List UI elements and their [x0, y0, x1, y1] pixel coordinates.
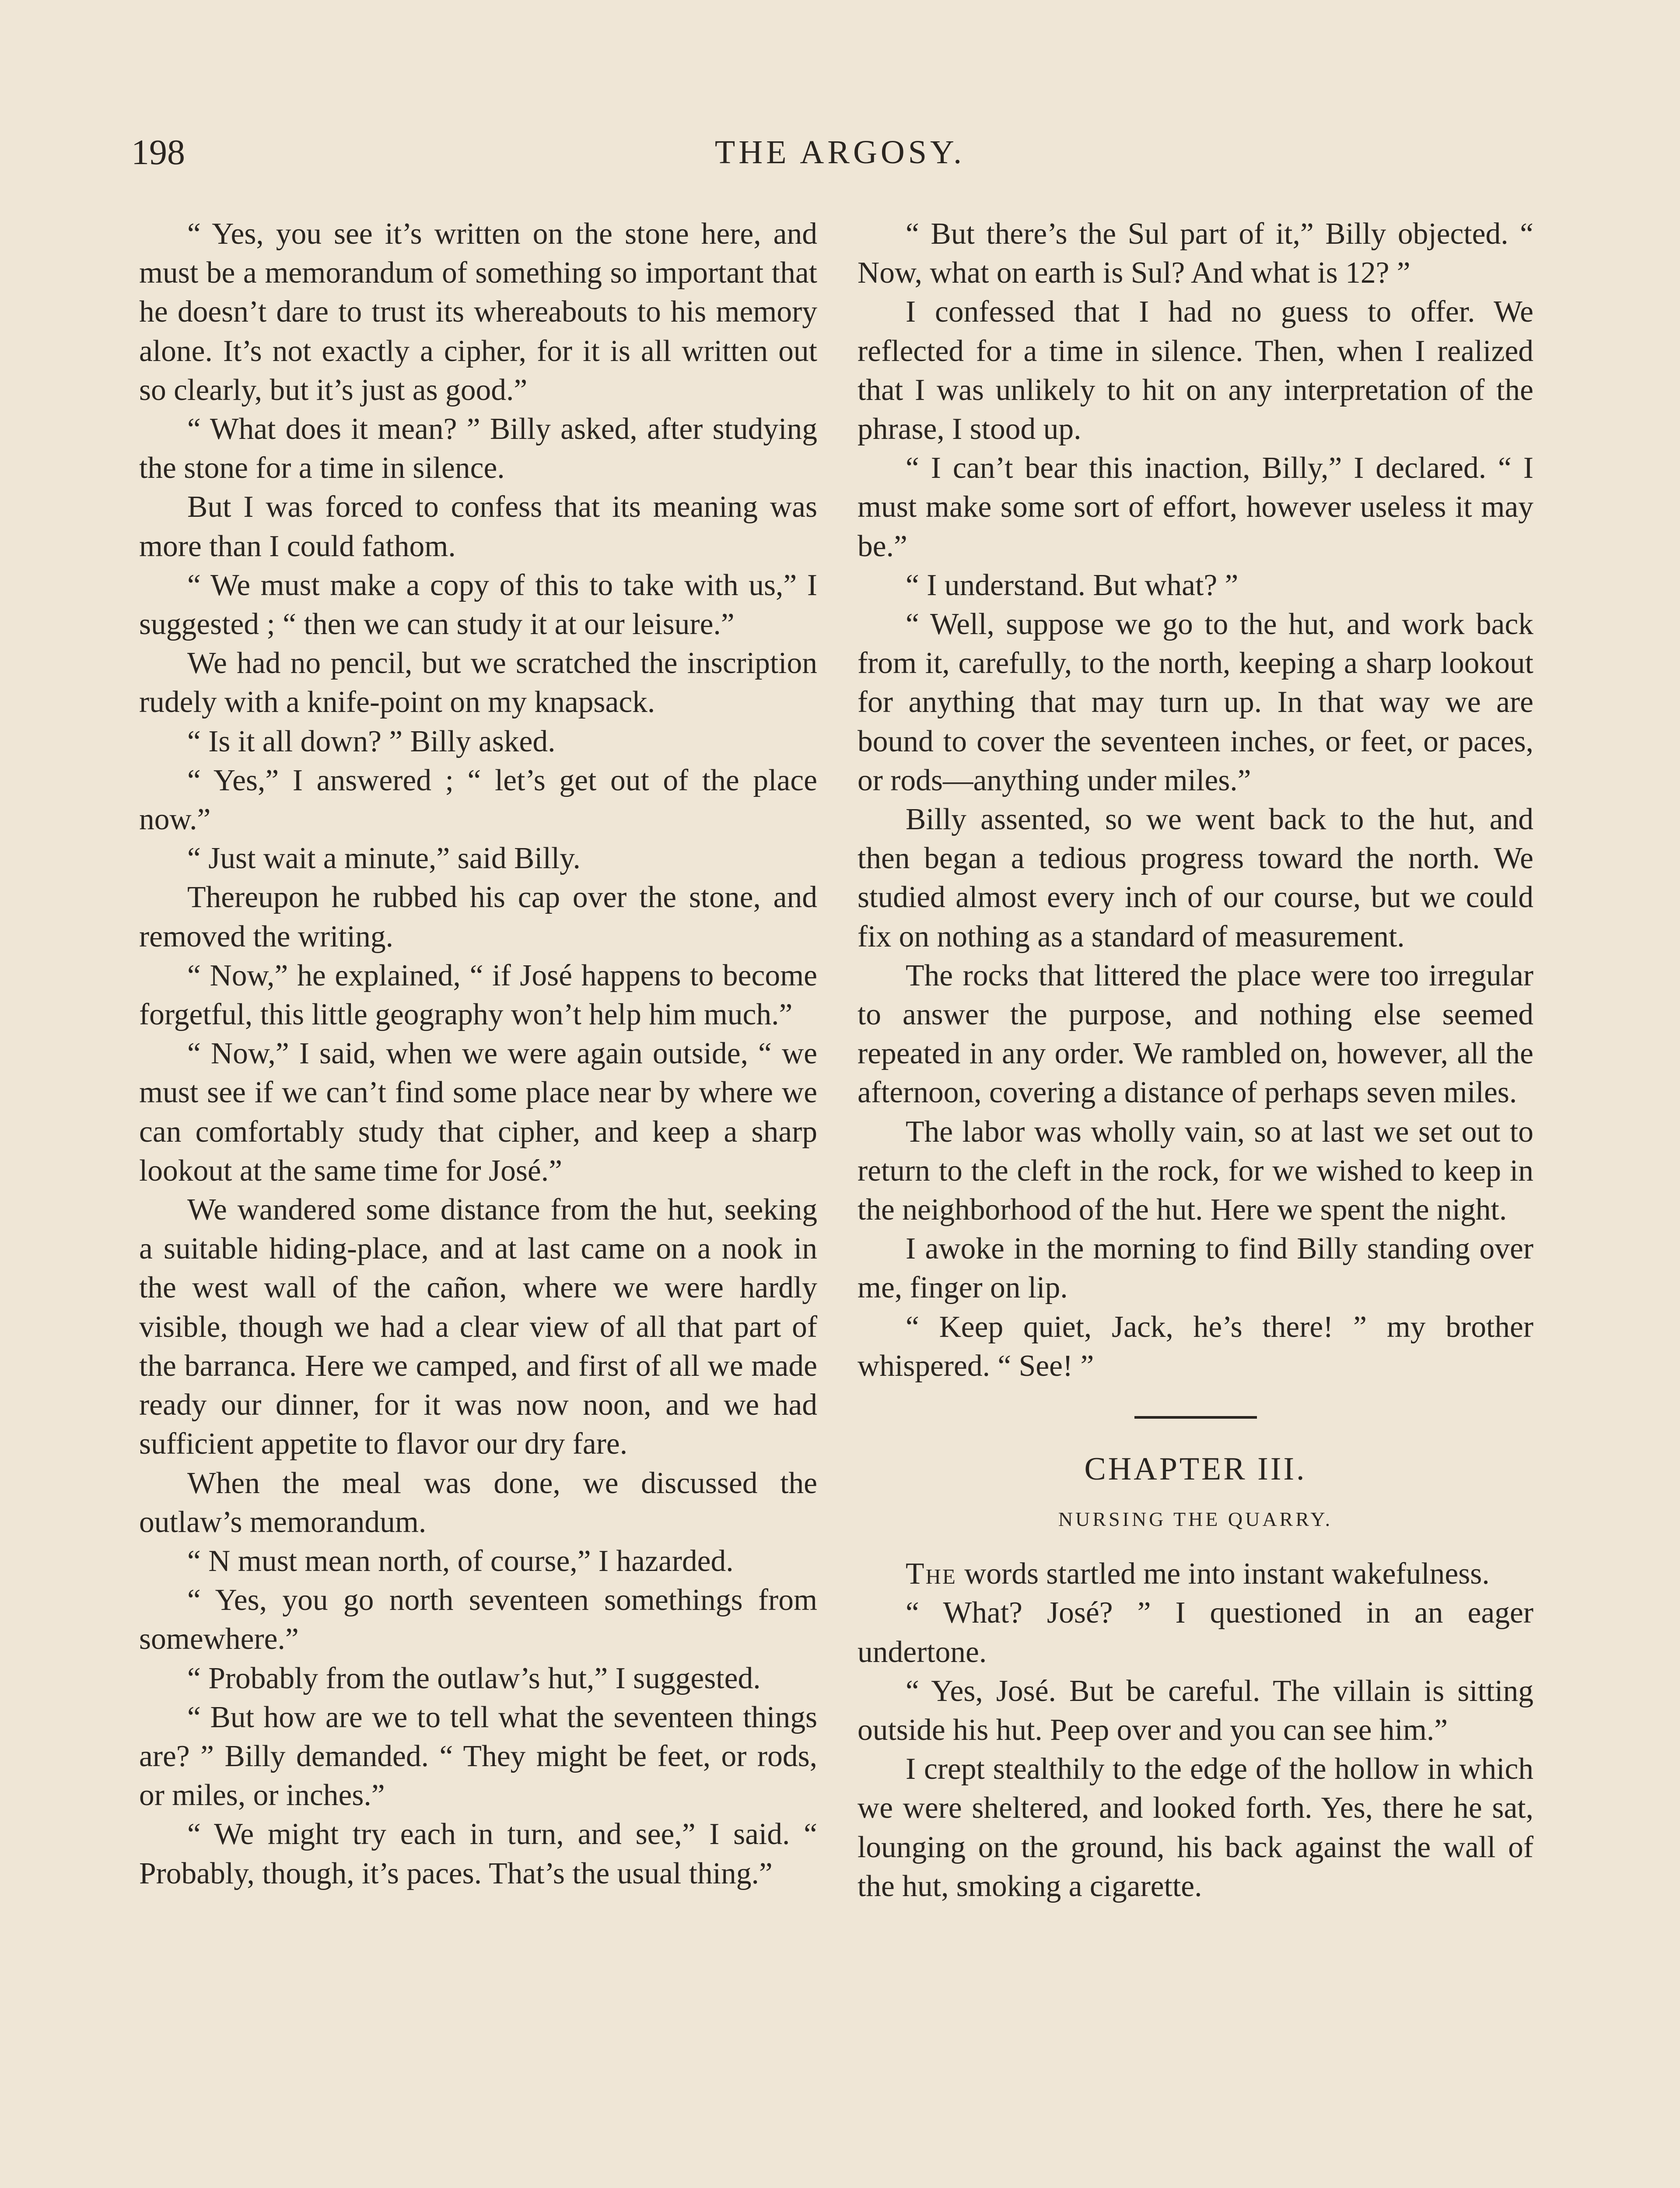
paragraph: “ But how are we to tell what the seventeen things are? ” Billy demanded. “ They might be feet, or rods, or miles, or inches.”	[139, 1700, 817, 1813]
paragraph: But I was forced to confess that its meaning was more than I could fathom.	[139, 490, 817, 563]
opening-text: words startled me into instant wakefulness.	[956, 1557, 1490, 1591]
paragraph: We had no pencil, but we scratched the inscription rudely with a knife-point on my knapsack.	[139, 646, 817, 719]
paragraph: When the meal was done, we discussed the outlaw’s memorandum.	[139, 1466, 817, 1539]
paragraph: “ Just wait a minute,” said Billy.	[187, 842, 581, 876]
page-number: 198	[131, 132, 185, 172]
left-column	[139, 214, 817, 1893]
paragraph: I awoke in the morning to find Billy standing over me, finger on lip.	[858, 1232, 1533, 1305]
paragraph: “ Yes, you go north seventeen somethings from somewhere.”	[139, 1583, 817, 1656]
paragraph: “ Probably from the outlaw’s hut,” I suggested.	[187, 1661, 761, 1695]
chapter-heading: CHAPTER III.	[1084, 1451, 1307, 1487]
paragraph: “ I understand. But what? ”	[906, 568, 1239, 602]
paragraph: “ Keep quiet, Jack, he’s there! ” my brother whispered. “ See! ”	[858, 1310, 1533, 1383]
paragraph: We wandered some distance from the hut, seeking a suitable hiding-place, and at last came on a nook in the west wall of the cañon, where we were hardly visible, though we had a clear view of all that part of the barranca. Here we camped, and first of all we made ready our dinner, for it was now noon, and we had sufficient appetite to flavor our dry fare.	[139, 1193, 817, 1461]
paragraph: “ I can’t bear this inaction, Billy,” I declared. “ I must make some sort of effort, however useless it may be.”	[858, 451, 1533, 563]
running-head: THE ARGOSY.	[714, 134, 966, 171]
chapter-subtitle: NURSING THE QUARRY.	[1058, 1508, 1333, 1531]
paragraph: “ Well, suppose we go to the hut, and work back from it, carefully, to the north, keeping a sharp lookout for anything that may turn up. In that way we are bound to cover the seventeen inches, or feet, or paces, or rods—anything under miles.”	[858, 607, 1533, 797]
paragraph: The labor was wholly vain, so at last we set out to return to the cleft in the rock, for we wished to keep in the neighborhood of the hut. Here we spent the night.	[858, 1115, 1533, 1227]
opening-word: The	[906, 1557, 957, 1591]
paragraph: “ Yes,” I answered ; “ let’s get out of the place now.”	[139, 763, 817, 837]
paragraph: “ What? José? ” I questioned in an eager undertone.	[858, 1596, 1533, 1669]
paragraph: “ N must mean north, of course,” I hazarded.	[187, 1544, 734, 1578]
paragraph: “ Now,” he explained, “ if José happens to become forgetful, this little geography won’t help him much.”	[139, 958, 817, 1032]
page-header	[131, 130, 1549, 183]
paragraph: “ We must make a copy of this to take with us,” I suggested ; “ then we can study it at our leisure.”	[139, 568, 817, 642]
paragraph: “ Yes, you see it’s written on the stone here, and must be a memorandum of something so important that he doesn’t dare to trust its whereabouts to his memory alone. It’s not exactly a cipher, for it is all written out so clearly, but it’s just as good.”	[139, 217, 817, 407]
paragraph: Thereupon he rubbed his cap over the stone, and removed the writing.	[139, 880, 817, 954]
paragraph: I confessed that I had no guess to offer. We reflected for a time in silence. Then, when I realized that I was unlikely to hit on any interpretation of the phrase, I stood up.	[858, 295, 1533, 446]
paragraph: “ Yes, José. But be careful. The villain is sitting outside his hut. Peep over and you can see him.”	[858, 1674, 1533, 1747]
paragraph: The rocks that littered the place were too irregular to answer the purpose, and nothing else seemed repeated in any order. We rambled on, however, all the afternoon, covering a distance of perhaps seven miles.	[858, 958, 1533, 1110]
right-column	[858, 214, 1533, 1906]
paragraph: “ We might try each in turn, and see,” I said. “ Probably, though, it’s paces. That’s the usual thing.”	[139, 1817, 817, 1890]
paragraph: I crept stealthily to the edge of the hollow in which we were sheltered, and looked forth. Yes, there he sat, lounging on the ground, his back against the wall of the hut, smoking a cigarette.	[858, 1752, 1533, 1903]
paragraph: “ What does it mean? ” Billy asked, after studying the stone for a time in silence.	[139, 412, 817, 485]
paragraph: Billy assented, so we went back to the hut, and then began a tedious progress toward the north. We studied almost every inch of our course, but we could fix on nothing as a standard of measurement.	[858, 803, 1533, 954]
section-divider	[1134, 1416, 1257, 1419]
chapter-opening-paragraph	[858, 1554, 1533, 1593]
paragraph: “ But there’s the Sul part of it,” Billy objected. “ Now, what on earth is Sul? And what is 12? ”	[858, 217, 1533, 290]
paragraph: “ Is it all down? ” Billy asked.	[187, 724, 556, 758]
paragraph: “ Now,” I said, when we were again outside, “ we must see if we can’t find some place near by where we can comfortably study that cipher, and keep a sharp lookout at the same time for José.”	[139, 1037, 817, 1188]
